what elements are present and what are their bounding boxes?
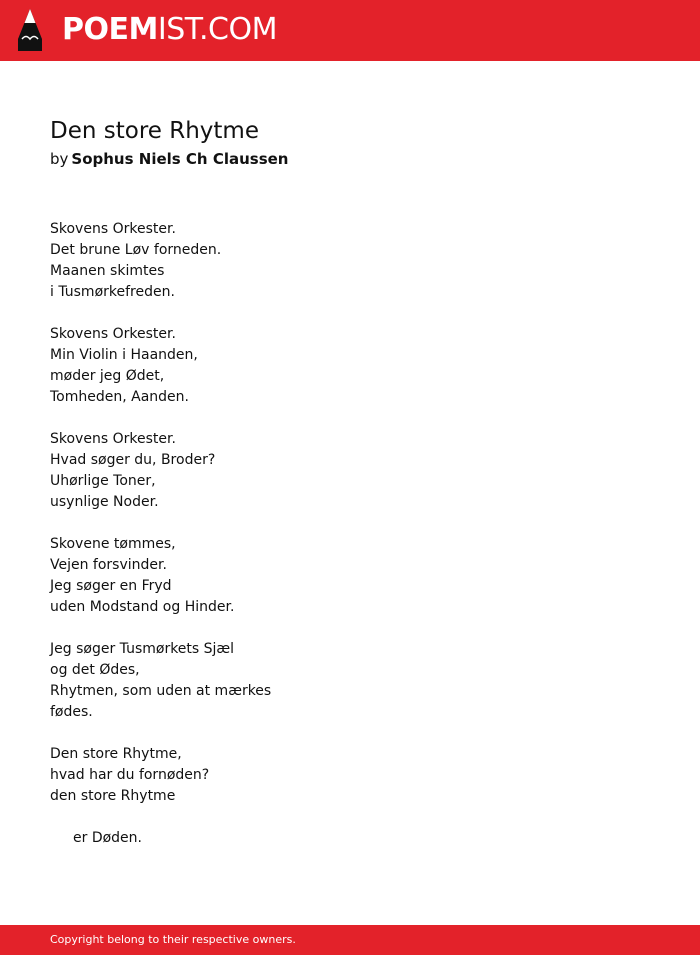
site-footer xyxy=(0,925,700,955)
poem-line: Jeg søger Tusmørkets Sjæl xyxy=(50,641,235,657)
poem-line: Det brune Løv forneden. xyxy=(50,242,222,258)
site-header xyxy=(0,0,700,61)
poem-line: Tomheden, Aanden. xyxy=(50,389,189,405)
poem-line: Den store Rhytme, xyxy=(50,746,182,762)
poem-line: usynlige Noder. xyxy=(50,494,159,510)
poem-line: Skovens Orkester. xyxy=(50,431,176,447)
by-label: by xyxy=(50,150,69,168)
poem-line: Hvad søger du, Broder? xyxy=(50,452,216,468)
poem-line: Rhytmen, som uden at mærkes xyxy=(50,683,272,699)
poem-line: den store Rhytme xyxy=(50,788,176,804)
poem-body xyxy=(50,219,271,870)
poem-line: hvad har du fornøden? xyxy=(50,767,210,783)
site-logo[interactable] xyxy=(62,13,277,47)
poem-line: Min Violin i Haanden, xyxy=(50,347,198,363)
poem-line: Uhørlige Toner, xyxy=(50,473,156,489)
poem-line: i Tusmørkefreden. xyxy=(50,284,175,300)
poem-line: Jeg søger en Fryd xyxy=(50,578,172,594)
poem-line: Skovene tømmes, xyxy=(50,536,176,552)
copyright-notice: Copyright belong to their respective owners. xyxy=(50,933,296,946)
stanza xyxy=(50,429,271,513)
poem-line: fødes. xyxy=(50,704,93,720)
poem-line: Maanen skimtes xyxy=(50,263,165,279)
poem-title: Den store Rhytme xyxy=(50,118,259,144)
stanza xyxy=(50,639,271,723)
stanza xyxy=(50,828,271,849)
poem-line: uden Modstand og Hinder. xyxy=(50,599,235,615)
stanza xyxy=(50,324,271,408)
brand-bold: POEM xyxy=(62,12,158,47)
poem-line: Vejen forsvinder. xyxy=(50,557,167,573)
stanza xyxy=(50,219,271,303)
poem-line: er Døden. xyxy=(73,830,142,846)
poem-line: og det Ødes, xyxy=(50,662,140,678)
poem-line: møder jeg Ødet, xyxy=(50,368,165,384)
byline xyxy=(50,149,289,169)
poem-line: Skovens Orkester. xyxy=(50,221,176,237)
brand-light: IST.COM xyxy=(157,12,277,47)
stanza xyxy=(50,534,271,618)
poem-line: Skovens Orkester. xyxy=(50,326,176,342)
pencil-tip-icon xyxy=(18,9,42,51)
stanza xyxy=(50,744,271,807)
author-name[interactable]: Sophus Niels Ch Claussen xyxy=(71,150,289,168)
